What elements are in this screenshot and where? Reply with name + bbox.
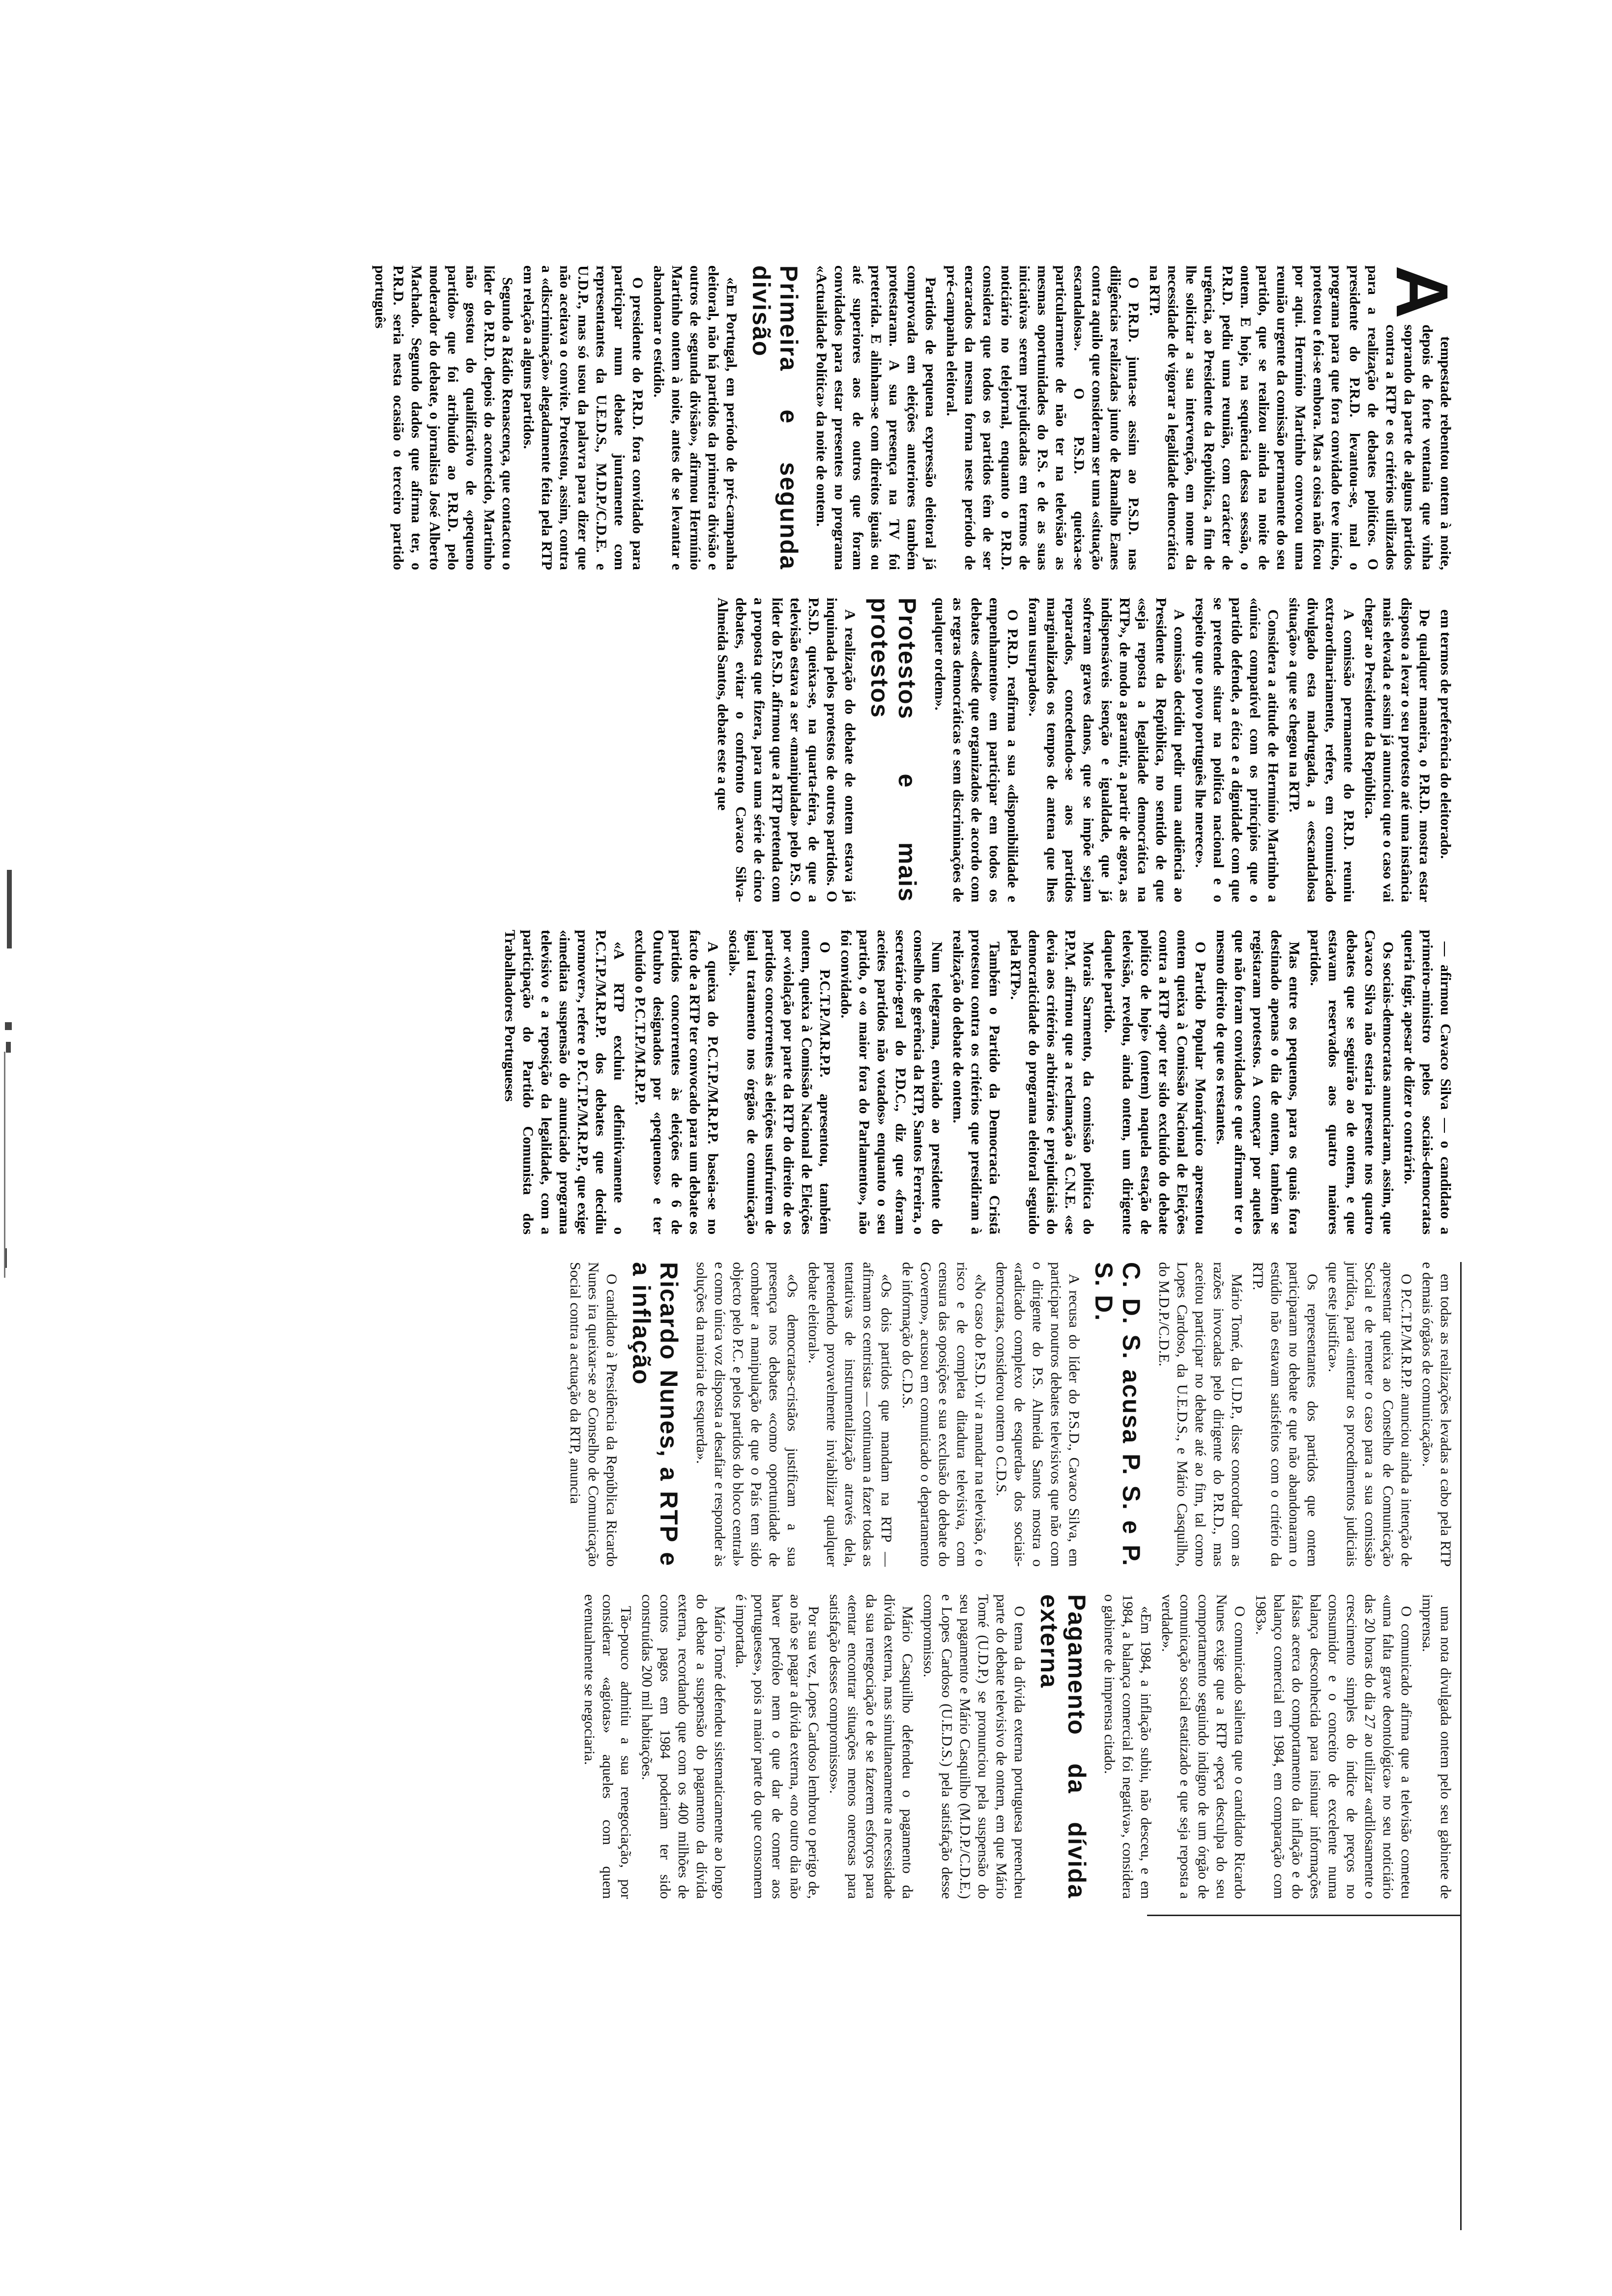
subheading: Ricardo Nunes, a RTP e a inflação — [628, 1262, 683, 1567]
article-paragraph: Considera a atitude de Hermínio Martinho a «única compatível com os princípios que o partido defende, a ética e a dignidade com que se pretende situar na política nacional e o respeito que o povo português lhe merece». — [1192, 598, 1281, 902]
article-paragraph: O Partido Popular Monárquico apresentou ontem queixa à Comissão Nacional de Eleições contra a RTP «por ter sido excluído do debate político de hoje» (ontem) naquela estação de televisão, revelou, ainda ontem, um dirigente daquele partido. — [1101, 930, 1209, 1234]
subheading: Primeira e segunda divisão — [748, 265, 803, 570]
article-paragraph: Os sociais-democratas anunciaram, assim, que Cavaco Silva não estaria presente nos quatro debates que se seguirão ao de ontem, e que estavam reservados aos quatro maiores partidos. — [1307, 930, 1396, 1234]
divider-rule — [1460, 1262, 1462, 2230]
article-paragraph: Segundo a Rádio Renascença, que contactou o líder do P.R.D. depois do acontecido, Martinho não gostou do qualificativo de «pequeno partido» que foi atribuído ao P.R.D. pelo moderador do debate, o jornalista José Alberto Machado. Segundo dados que afirma ter, o P.R.D. seria nesta ocasião o terceiro partido português — [372, 265, 516, 570]
article-paragraph: Mário Casquilho defendeu o pagamento da dívida externa, mas simultaneamente a necessidade da sua renegociação e de se fazerem esforços para «tentar encontrar situações menos onerosas para satisfação desses compromissos». — [827, 1594, 916, 1899]
article-paragraph: «Em Portugal, em período de pré-campanha eleitoral, não há partidos da primeira divisão e outros de segunda divisão», afirmou Hermínio Martinho ontem à noite, antes de se levantar e abandonar o estúdio. — [651, 265, 740, 570]
article-paragraph: Morais Sarmento, da comissão política do P.P.M. afirmou que a reclamação à C.N.E. «se devia aos critérios arbitrários e prejudiciais do democraticidade do programa eleitoral seguido pela RTP». — [1008, 930, 1096, 1234]
article-paragraph: em todas as realizações levadas a cabo pela RTP e demais órgãos de comunicação». — [1419, 1262, 1454, 1567]
column-3 — [226, 930, 1455, 1234]
column-1 — [226, 265, 1464, 570]
article-paragraph: tempestade rebentou ontem à noite, depois de forte ventania que vinha soprando da parte de alguns partidos contra a RTP e os critérios utilizados para a realização de debates políticos. O presidente do P.R.D. levantou-se, mal o programa para que fora convidado teve início, protestou e foi-se embora. Mas a coisa não ficou por aqui. Hermínio Martinho convocou uma reunião urgente da comissão permanente do seu partido, que se realizou ainda na noite de ontem. E hoje, na sequência dessa sessão, o P.R.D. pediu uma reunião, com carácter de urgência, ao Presidente da República, a fim de lhe solicitar a sua intervenção, em nome da necessidade de vigorar a legalidade democrática na RTP. — [1147, 265, 1454, 570]
paragraph-group — [371, 265, 741, 570]
paragraph-group — [580, 1594, 1029, 1899]
article-paragraph: «Os dois partidos que mandam na RTP — afirmam os centristas — continuam a fazer todas as tentativas de instrumentalização através dela, pretendendo provavelmente inviabilizar qualquer debate eleitoral». — [806, 1262, 894, 1567]
subheading: Pagamento da dívida externa — [1036, 1594, 1091, 1899]
divider-rule — [1147, 1915, 1462, 1916]
paragraph-group — [931, 598, 1455, 902]
article-paragraph: «Em 1984, a inflação subiu, não desceu, e em 1984, a balança comercial foi negativa», considera o gabinete de imprensa citado. — [1101, 1594, 1154, 1899]
article-paragraph: O P.C.T.P./M.R.P.P. apresentou, também ontem, queixa à Comissão Nacional de Eleições por «violação por parte da RTP do direito de os partidos concorrentes às eleições usufruírem de igual tratamento nos órgãos de comunicação social». — [726, 930, 833, 1234]
paragraph-group — [692, 1262, 1083, 1567]
article-paragraph: Num telegrama, enviado ao presidente do conselho de gerência da RTP, Santos Ferreira, o secretário-geral do P.D.C., diz que «foram aceites partidos não votados» enquanto o seu partido, o «o maior fora do Parlamento», não foi convidado. — [838, 930, 945, 1234]
article-paragraph: A comissão permanente do P.R.D. reuniu extraordinariamente, refere, em comunicado divulgado esta madrugada, a «escandalosa situação» a que se chegou na RTP. — [1286, 598, 1357, 902]
article-paragraph: O tema da dívida externa portuguesa preencheu parte do debate televisivo de ontem, em que Mário Tomé (U.D.P.) se pronunciou pela suspensão do seu pagamento e Mário Casquilho (M.D.P./C.D.E.) e Lopes Cardoso (U.E.D.S.) pela satisfação desse compromisso. — [921, 1594, 1028, 1899]
article-paragraph: O presidente do P.R.D. fora convidado para participar num debate juntamente com representantes da U.E.D.S., M.D.P./C.D.E. e U.D.P., mas só usou da palavra para dizer que não aceitava o convite. Protestou, assim, contra a «discriminação» alegadamente feita pela RTP em relação a alguns partidos. — [520, 265, 646, 570]
article-paragraph: em termos de preferência do eleitorado. — [1438, 609, 1454, 859]
article-paragraph: Por sua vez, Lopes Cardoso lembrou o perigo de, ao não se pagar a dívida externa, «no outro dia não haver petróleo nem o que dar de comer aos portugueses», pois a maior parte do que consomem é importada. — [733, 1594, 822, 1899]
scan-mark — [5, 1022, 12, 1030]
scan-mark — [7, 870, 12, 948]
article-paragraph: O P.R.D. reafirma a sua «disponibilidade e empenhamento» em participar em todos os debates «desde que organizados de acordo com as regras democráticas e sem discriminações de qualquer ordem». — [932, 598, 1021, 902]
scan-mark — [6, 1042, 11, 1053]
article-paragraph: Os representantes dos partidos que ontem participaram no debate e que não abandonaram o estúdio não estavam satisfeitos com o critério da RTP. — [1250, 1262, 1321, 1567]
article-paragraph: O comunicado afirma que a televisão cometeu «uma falta grave deontológica» no seu noticiário das 20 horas do dia 27 ao utilizar «ardilosamente o crescimento simples do índice de preços no consumidor e o conceito de excelente numa balança desconhecida para insinuar informações falsas acerca do comportamento da inflação e do balanço comercial em 1984, em comparação com 1983». — [1253, 1594, 1414, 1899]
column-4 — [226, 1262, 1455, 1567]
article-paragraph: Mário Tomé defendeu sistematicamente ao longo do debate a suspensão do pagamento da dívida externa, recordando que com os 400 milhões de contos pagos em 1984 poderiam ter sido construídas 200 mil habitações. — [639, 1594, 728, 1899]
article-paragraph: De qualquer maneira, o P.R.D. mostra estar disposto a levar o seu protesto até uma instância mais elevada e assim já anunciou que o caso vai chegar ao Presidente da República. — [1362, 598, 1433, 902]
article-paragraph: A recusa do líder do P.S.D., Cavaco Silva, em participar noutros debates televisivos que não com o dirigente do P.S. Almeida Santos mostra o «radicado complexo de esquerda» dos sociais-democratas, considerou ontem o C.D.S. — [993, 1262, 1082, 1567]
article-paragraph: Mas entre os pequenos, para os quais fora destinado apenas o dia de ontem, também se registaram protestos. A começar por aqueles que não foram convidados e que afirmam ter o mesmo direito de que os restantes. — [1213, 930, 1302, 1234]
article-paragraph: O P.R.D. junta-se assim ao P.S.D. nas diligências realizadas junto de Ramalho Eanes contra aquilo que consideram ser uma «situação escandalosa». O P.S.D. queixa-se particularmente de não ter na televisão as mesmas oportunidades do P.S. e de as suas iniciativas serem prejudicadas em termos de noticiário no telejornal, enquanto o P.R.D. considera que todos os partidos têm de ser encarados da mesma forma neste período de pré-campanha eleitoral. — [944, 265, 1142, 570]
article-paragraph: «A RTP excluiu definitivamente o P.C.T.P./M.R.P.P. dos debates que decidiu promover», refere o P.C.T.P./M.R.P.P., que exige «imediata suspensão do anunciado programa televisivo e a reposição da legalidade, com a participação do Partido Comunista dos Trabalhadores Portugueses — [502, 930, 627, 1234]
paragraph-group — [1155, 1262, 1455, 1567]
article-paragraph: «Os democratas-cristãos justificam a sua presença nos debates «como oportunidade de combater a manipulação de que o País tem sido objecto pelo P.C. e pelos partidos do bloco central» e como única voz disposta a desafiar e responder às soluções da maioria de esquerda». — [693, 1262, 801, 1567]
article-paragraph: O P.C.T.P./M.R.P.P. anunciou ainda a intenção de apresentar queixa ao Conselho de Comunicação Social e de remeter o caso para a sua comissão jurídica, para «intentar os procedimentos judiciais que este justifica». — [1325, 1262, 1414, 1567]
article-paragraph: — afirmou Cavaco Silva — o candidato a primeiro-ministro pelos sociais-democratas queria fugir, apesar de dizer o contrário. — [1401, 930, 1454, 1234]
subheading: C. D. S. acusa P. S. e P. S. D. — [1090, 1262, 1145, 1567]
article-paragraph: A realização do debate de ontem estava já inquinada pelos protestos de outros partidos. O P.S.D. queixa-se, na quarta-feira, de que a televisão estava a ser «manipulada» pelo P.S. O líder do P.S.D. afirmou que a RTP pretenda com a proposta que fizera, para uma série de cinco debates, evitar o confronto Cavaco Silva-Almeida Santos, debate este a que — [715, 598, 858, 902]
paragraph-group — [566, 1262, 621, 1567]
article-paragraph: Partidos de pequena expressão eleitoral já comprovada em eleições anteriores também protestaram. A sua presença na TV foi preterida. E alinham-se com direitos iguais ou até superiores aos de outros que foram convidados para estar presentes no programa «Actualidade Política» da noite de ontem. — [813, 265, 939, 570]
article-paragraph: O candidato à Presidência da República Ricardo Nunes ira queixar-se ao Conselho de Comunicação Social contra a actuação da RTP, anuncia — [567, 1262, 620, 1567]
article-paragraph: Mário Tomé, da U.D.P., disse concordar com as razões invocadas pelo dirigente do P.R.D., mas aceitou participar no debate até ao fim, tal como Lopes Cardoso, da U.E.D.S., e Mário Casquilho, do M.D.P./C.D.E. — [1156, 1262, 1245, 1567]
article-paragraph: Também o Partido da Democracia Cristã protestou contra os critérios que presidiram à realização do debate de ontem. — [950, 930, 1003, 1234]
column-5 — [226, 1594, 1455, 1899]
subheading: Protestos e mais protestos — [866, 598, 921, 902]
column-2 — [226, 598, 1455, 902]
article-paragraph: O comunicado salienta que o candidato Ricardo Nunes exige que a RTP «peça desculpa do seu comportamento seguindo indigno de um órgão de comunicação social estatizado e que seja reposta a verdade». — [1159, 1594, 1248, 1899]
paragraph-group — [501, 930, 1455, 1234]
article-paragraph: A queixa do P.C.T.P./M.R.P.P. baseia-se no facto de a RTP ter convocado para um debate os partidos concorrentes às eleições de 6 de Outubro designados por «pequenos» e ter excluído o P.C.T.P./M.R.P.P. — [632, 930, 721, 1234]
article-paragraph: A comissão decidiu pedir uma audiência ao Presidente da República, no sentido de que «seja reposta a legalidade democrática na RTP», de modo a garantir, a partir de agora, as indispensáveis isenção e igualdade, que já sofreram graves danos, que se impõe sejam reparados, concedendo-se aos partidos marginalizados os tempos de antena que lhes foram usurpados». — [1026, 598, 1187, 902]
article-paragraph: uma nota divulgada ontem pelo seu gabinete de imprensa. — [1419, 1594, 1454, 1899]
article-paragraph: Tão-pouco admitiu a sua renegociação, por considerar «agiotas» aqueles com quem eventualmente se negociaria. — [581, 1594, 634, 1899]
article-paragraph: «No caso do P.S.D. vir a mandar na televisão, é o risco e de completa ditadura televisiva, com censura das oposições e sua exclusão do debate do Governo», acusou em comunicado o departamento de informação do C.D.S. — [899, 1262, 988, 1567]
paragraph-group — [812, 265, 1464, 570]
paragraph-group — [1100, 1594, 1455, 1899]
scan-mark — [4, 1052, 5, 1278]
paragraph-group — [714, 598, 859, 902]
drop-cap: A — [1381, 265, 1464, 319]
newspaper-article — [226, 265, 1464, 2270]
